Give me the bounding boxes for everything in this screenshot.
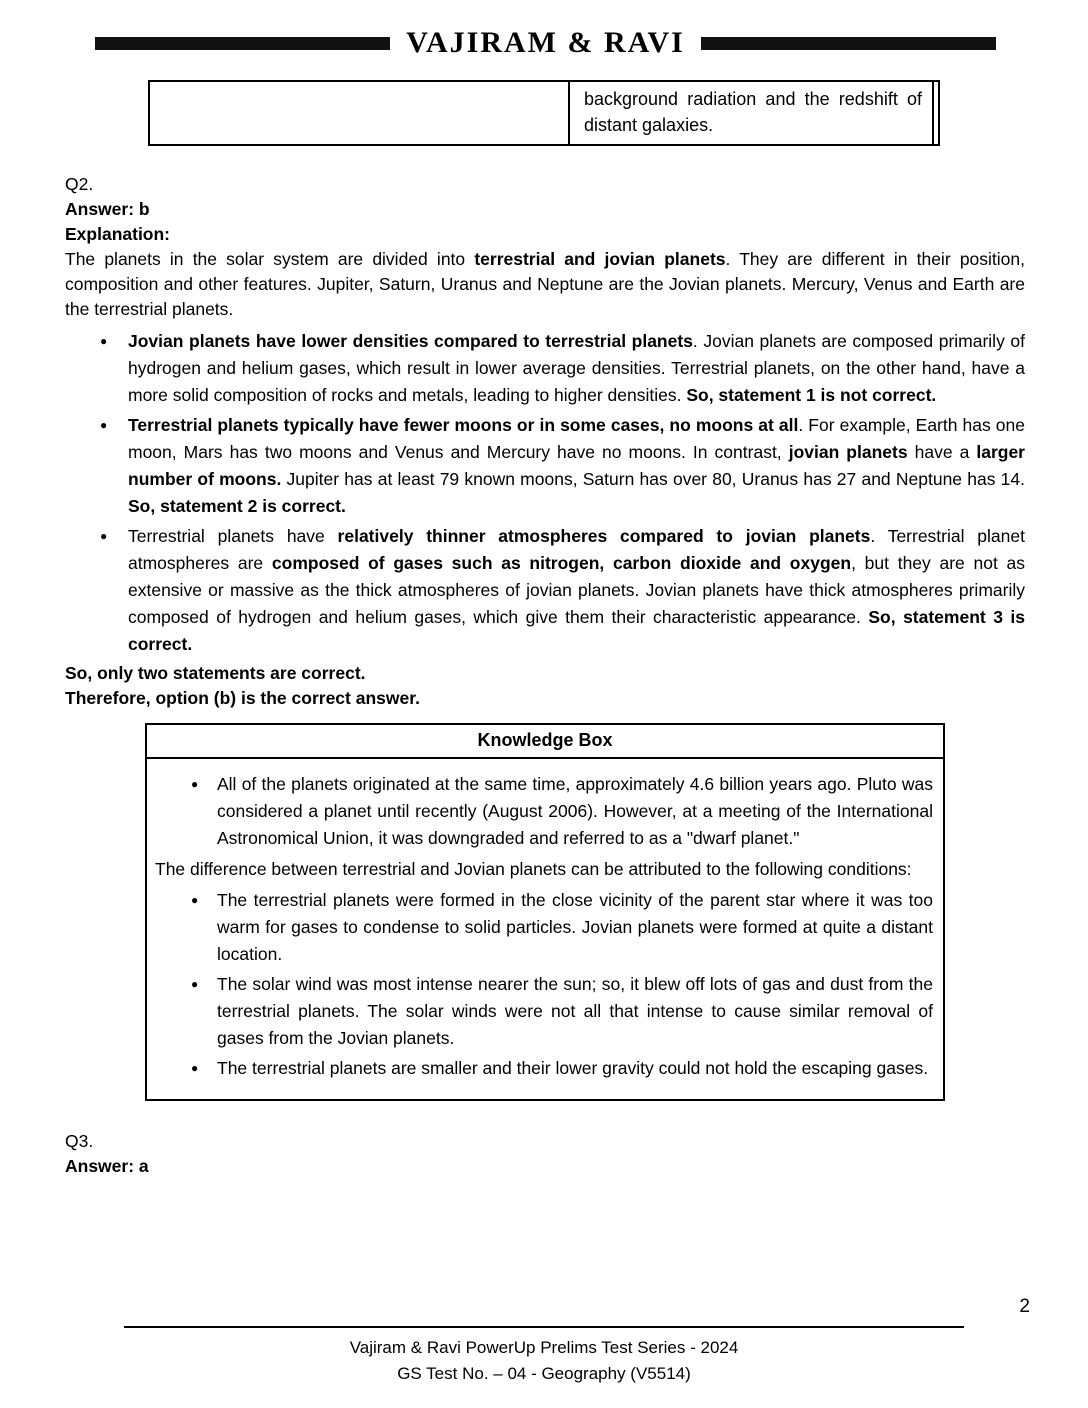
header-bar-left-icon — [95, 37, 390, 50]
q2-intro-paragraph: The planets in the solar system are divided into terrestrial and jovian planets. They are different in their position, composition and other features. Jupiter, Saturn, Uranus and Neptune are the Jovian planets. Mercury, Venus and Earth are the terrestrial planets. — [65, 249, 1025, 319]
table-cell-left — [150, 82, 570, 144]
knowledge-box-condition-3: ● The terrestrial planets are smaller and their lower gravity could not hold the escaping gases. — [155, 1055, 933, 1082]
q3-block — [65, 1129, 1025, 1179]
q3-label: Q3. — [65, 1131, 94, 1151]
q2-conclusion-2: Therefore, option (b) is the correct answer. — [65, 688, 420, 708]
q2-label: Q2. — [65, 174, 94, 194]
brand-title: VAJIRAM & RAVI — [406, 26, 685, 59]
knowledge-box-body — [147, 759, 943, 1099]
q2-bullet-2: ● Terrestrial planets typically have fewer moons or in some cases, no moons at all. For example, Earth has one moon, Mars has two moons and Venus and Mercury have no moons. In contrast, jovian planets have a larger number of moons. Jupiter has at least 79 known moons, Saturn has over 80, Uranus has 27 and Neptune has 14. So, statement 2 is correct. — [65, 412, 1025, 520]
knowledge-box-condition-2: ● The solar wind was most intense nearer the sun; so, it blew off lots of gas and dust from the terrestrial planets. The solar winds were not all that intense to cause similar removal of gases from the Jovian planets. — [155, 971, 933, 1052]
page-number: 2 — [1019, 1296, 1030, 1317]
q2-bullet-3: ● Terrestrial planets have relatively thinner atmospheres compared to jovian planets. Terrestrial planet atmospheres are composed of gases such as nitrogen, carbon dioxide and oxygen, but they are not as extensive or massive as the thick atmospheres of jovian planets. Jovian planets have thick atmospheres primarily composed of hydrogen and helium gases, which give them their characteristic appearance. So, statement 3 is correct. — [65, 523, 1025, 658]
table-cell-right: background radiation and the redshift of distant galaxies. — [570, 82, 934, 144]
knowledge-box-intro-bullet: ● All of the planets originated at the same time, approximately 4.6 billion years ago. Pluto was considered a planet until recently (August 2006). However, at a meeting of the International Astronomical Union, it was downgraded and referred to as a "dwarf planet." — [155, 771, 933, 852]
knowledge-box-middle-text: The difference between terrestrial and Jovian planets can be attributed to the following conditions: — [155, 859, 912, 879]
q2-explanation-label: Explanation: — [65, 224, 171, 244]
q3-answer: Answer: a — [65, 1156, 149, 1176]
q2-bullet-list — [65, 328, 1025, 658]
footer-series-title: Vajiram & Ravi PowerUp Prelims Test Series - 2024 — [349, 1338, 739, 1357]
q2-bullet-1: ● Jovian planets have lower densities compared to terrestrial planets. Jovian planets are composed primarily of hydrogen and helium gases, which result in lower average densities. Terrestrial planets, on the other hand, have a more solid composition of rocks and metals, leading to higher densities. So, statement 1 is not correct. — [65, 328, 1025, 409]
q2-answer: Answer: b — [65, 199, 150, 219]
main-content — [0, 146, 1088, 1179]
footer-test-info: GS Test No. – 04 - Geography (V5514) — [397, 1364, 691, 1383]
knowledge-box-intro-list — [155, 771, 933, 852]
knowledge-box-title: Knowledge Box — [147, 725, 943, 759]
header — [0, 0, 1088, 60]
header-bar-right-icon — [701, 37, 996, 50]
knowledge-box — [145, 723, 945, 1101]
knowledge-box-condition-1: ● The terrestrial planets were formed in the close vicinity of the parent star where it was too warm for gases to condense to solid particles. Jovian planets were formed at quite a distant location. — [155, 887, 933, 968]
q2-conclusion-1: So, only two statements are correct. — [65, 663, 366, 683]
footer-divider — [124, 1326, 964, 1328]
knowledge-box-condition-list — [155, 887, 933, 1082]
table-fragment — [148, 80, 940, 146]
